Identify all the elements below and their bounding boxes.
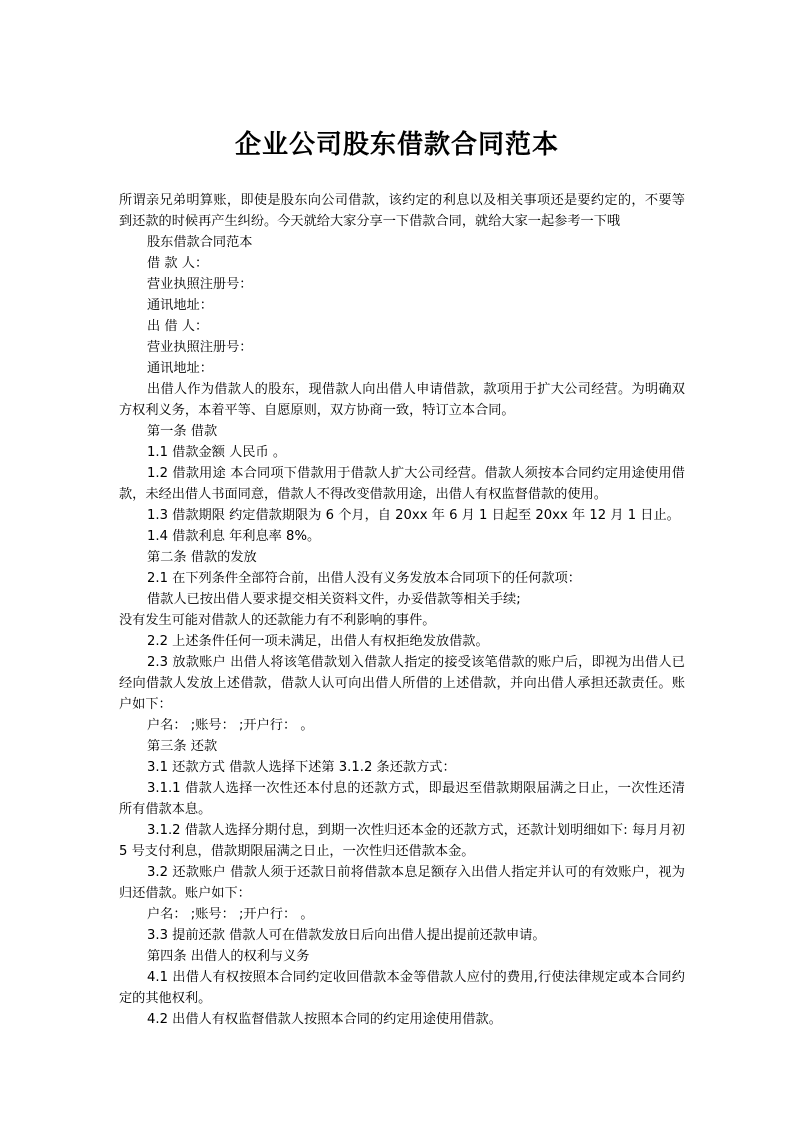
borrower-address-label: 通讯地址： — [147, 298, 213, 313]
intro-paragraph: 所谓亲兄弟明算账，即使是股东向公司借款，该约定的利息以及相关事项还是要约定的，不要等到还款的时候再产生纠纷。今天就给大家分享一下借款合同，就给大家一起参考一下哦 — [119, 193, 685, 229]
condition-1: 借款人已按出借人要求提交相关资料文件，办妥借款等相关手续; — [147, 592, 521, 607]
lender-label: 出 借 人： — [147, 319, 209, 334]
clause-3-1-1: 3.1.1 借款人选择一次性还本付息的还款方式，即最迟至借款期限届满之日止，一次性还清所有借款本息。 — [119, 781, 685, 817]
account-line-2: 户名： ;账号： ;开户行： 。 — [147, 907, 314, 922]
clause-1-2: 1.2 借款用途 本合同项下借款用于借款人扩大公司经营。借款人须按本合同约定用途使用借款，未经出借人书面同意，借款人不得改变借款用途，出借人有权监督借款的使用。 — [119, 466, 685, 502]
clause-2-2: 2.2 上述条件任何一项未满足，出借人有权拒绝发放借款。 — [147, 634, 489, 649]
clause-2-1: 2.1 在下列条件全部符合前，出借人没有义务发放本合同项下的任何款项： — [147, 571, 581, 586]
clause-4-2: 4.2 出借人有权监督借款人按照本合同的约定用途使用借款。 — [147, 1012, 502, 1027]
article-3-heading: 第三条 还款 — [147, 739, 218, 754]
clause-3-1: 3.1 还款方式 借款人选择下述第 3.1.2 条还款方式： — [147, 760, 456, 775]
clause-1-4: 1.4 借款利息 年利息率 8%。 — [147, 529, 321, 544]
clause-1-3: 1.3 借款期限 约定借款期限为 6 个月，自 20xx 年 6 月 1 日起至 20xx 年 12 月 1 日止。 — [147, 508, 680, 523]
clause-3-3: 3.3 提前还款 借款人可在借款发放日后向出借人提出提前还款申请。 — [147, 928, 546, 943]
preamble-paragraph: 出借人作为借款人的股东，现借款人向出借人申请借款，款项用于扩大公司经营。为明确双方权利义务，本着平等、自愿原则，双方协商一致，特订立本合同。 — [119, 382, 685, 418]
contract-subtitle: 股东借款合同范本 — [147, 235, 253, 250]
clause-3-2: 3.2 还款账户 借款人须于还款日前将借款本息足额存入出借人指定并认可的有效账户，视为归还借款。账户如下： — [119, 865, 685, 901]
clause-4-1: 4.1 出借人有权按照本合同约定收回借款本金等借款人应付的费用,行使法律规定或本合同约定的其他权利。 — [119, 970, 685, 1006]
document-title: 企业公司股东借款合同范本 — [234, 130, 559, 160]
clause-3-1-2: 3.1.2 借款人选择分期付息，到期一次性归还本金的还款方式，还款计划明细如下: 每月月初 5 号支付利息，借款期限届满之日止，一次性归还借款本金。 — [119, 823, 685, 859]
article-4-heading: 第四条 出借人的权利与义务 — [147, 949, 310, 964]
clause-2-3: 2.3 放款账户 出借人将该笔借款划入借款人指定的接受该笔借款的账户后，即视为出借人已经向借款人发放上述借款，借款人认可向出借人所借的上述借款，并向出借人承担还款责任。账户如下： — [119, 655, 685, 712]
article-2-heading: 第二条 借款的发放 — [147, 550, 257, 565]
borrower-license-label: 营业执照注册号： — [147, 277, 253, 292]
article-1-heading: 第一条 借款 — [147, 424, 218, 439]
lender-license-label: 营业执照注册号： — [147, 340, 253, 355]
lender-address-label: 通讯地址： — [147, 361, 213, 376]
document-body — [119, 190, 685, 1030]
borrower-label: 借 款 人： — [147, 256, 209, 271]
clause-1-1: 1.1 借款金额 人民币 。 — [147, 445, 287, 460]
condition-2: 没有发生可能对借款人的还款能力有不利影响的事件。 — [119, 613, 436, 628]
account-line-1: 户名： ;账号： ;开户行： 。 — [147, 718, 314, 733]
